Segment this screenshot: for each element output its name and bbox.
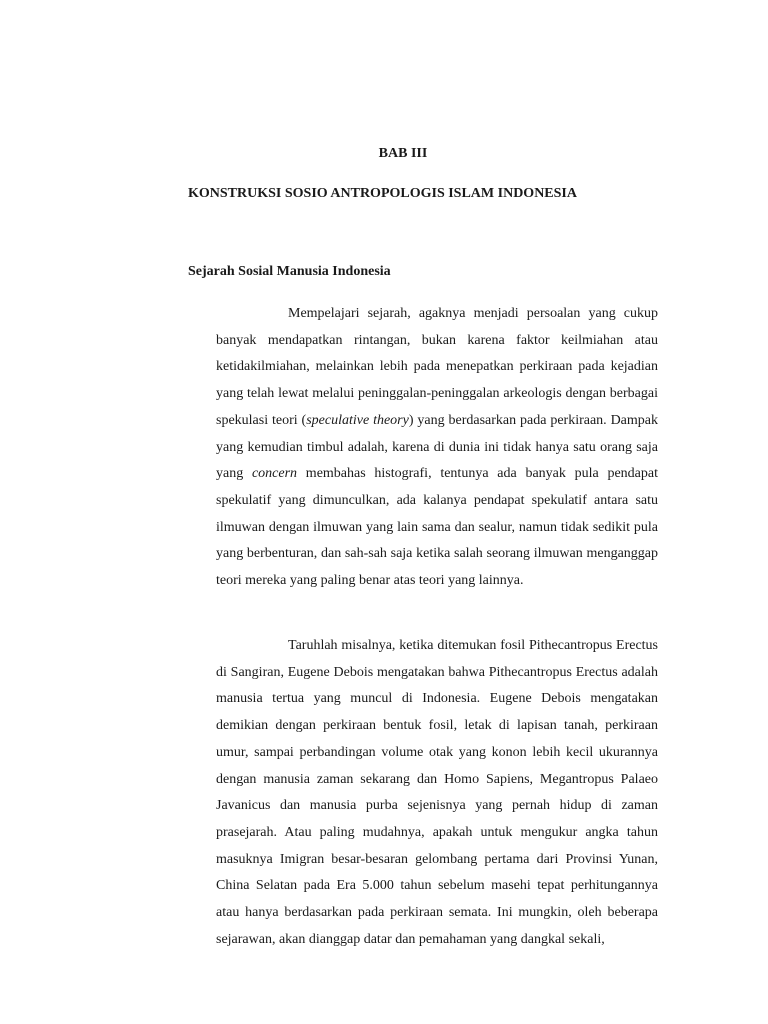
paragraph-1 bbox=[216, 301, 658, 595]
paragraph-1-italic-term-2: concern bbox=[251, 466, 298, 482]
chapter-title: KONSTRUKSI SOSIO ANTROPOLOGIS ISLAM INDONESIA bbox=[188, 186, 577, 201]
chapter-heading: BAB III bbox=[378, 146, 428, 161]
paragraph-1-text-a: Mempelajari sejarah, agaknya menjadi persoalan yang cukup banyak mendapatkan rintangan, bukan karena faktor keilmiahan atau ketidakilmiahan, melainkan lebih pada menepatkan perkiraan pada kejadian yang telah lewat melalui peninggalan-peninggalan arkeologis dengan berbagai spekulasi teori ( bbox=[216, 306, 658, 428]
paragraph-1-text-e: membahas histografi, tentunya ada banyak pula pendapat spekulatif yang dimunculkan, ada kalanya pendapat spekulatif antara satu ilmuwan dengan ilmuwan yang lain sama dan sealur, namun tidak sedikit pula yang berbenturan, dan sah-sah saja ketika salah seorang ilmuwan menganggap teori mereka yang paling benar atas teori yang lainnya. bbox=[216, 466, 658, 589]
paragraph-2: Taruhlah misalnya, ketika ditemukan fosil Pithecantropus Erectus di Sangiran, Eugene Debois mengatakan bahwa Pithecantropus Erectus adalah manusia tertua yang muncul di Indonesia. Eugene Debois mengatakan demikian dengan perkiraan bentuk fosil, letak di lapisan tanah, perkiraan umur, sampai perbandingan volume otak yang konon lebih kecil ukurannya dengan manusia zaman sekarang dan Homo Sapiens, Megantropus Palaeo Javanicus dan manusia purba sejenisnya yang pernah hidup di zaman prasejarah. Atau paling mudahnya, apakah untuk mengukur angka tahun masuknya Imigran besar-besaran gelombang pertama dari Provinsi Yunan, China Selatan pada Era 5.000 tahun sebelum masehi tepat perhitungannya atau hanya berdasarkan pada perkiraan semata. Ini mungkin, oleh beberapa sejarawan, akan dianggap datar dan pemahaman yang dangkal sekali, bbox=[216, 638, 658, 947]
section-heading: Sejarah Sosial Manusia Indonesia bbox=[188, 264, 391, 279]
paragraph-1-text-c: ) yang berdasarkan pada perkiraan. Dampak yang kemudian timbul adalah, karena di dunia ini tidak hanya satu orang saja yang bbox=[216, 412, 659, 482]
paragraph-1-italic-term-1: speculative theory bbox=[306, 412, 409, 428]
